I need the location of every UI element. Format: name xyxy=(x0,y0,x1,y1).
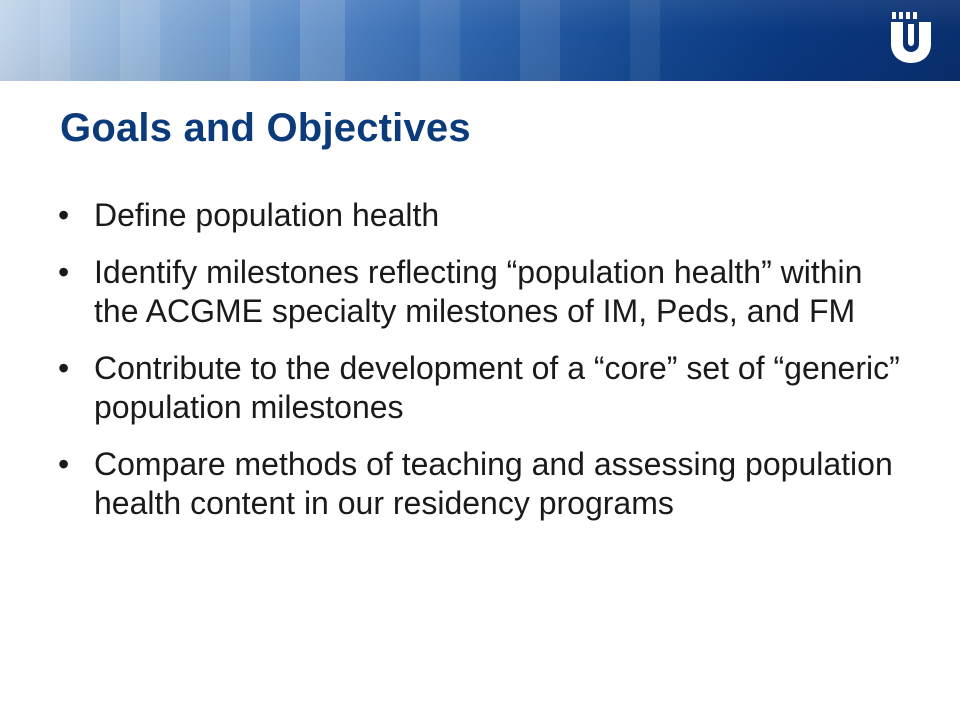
bullet-item xyxy=(58,349,908,427)
bullet-item xyxy=(58,253,908,331)
bullet-text: Define population health xyxy=(94,197,440,233)
header-banner xyxy=(0,0,960,81)
bullet-marker: • xyxy=(58,254,70,290)
bullet-marker: • xyxy=(58,350,70,386)
slide-title: Goals and Objectives xyxy=(60,106,471,150)
bullet-text: Identify milestones reflecting “population health” within the ACGME specialty milestones of IM, Peds, and FM xyxy=(94,254,863,329)
bullet-text: Contribute to the development of a “core” set of “generic” population milestones xyxy=(94,350,900,425)
bullet-list xyxy=(58,196,908,541)
bullet-text: Compare methods of teaching and assessing population health content in our residency programs xyxy=(94,446,893,521)
bullet-marker: • xyxy=(58,197,70,233)
bullet-item xyxy=(58,445,908,523)
university-shield-icon xyxy=(889,12,933,64)
bullet-item xyxy=(58,196,908,235)
bullet-marker: • xyxy=(58,446,70,482)
